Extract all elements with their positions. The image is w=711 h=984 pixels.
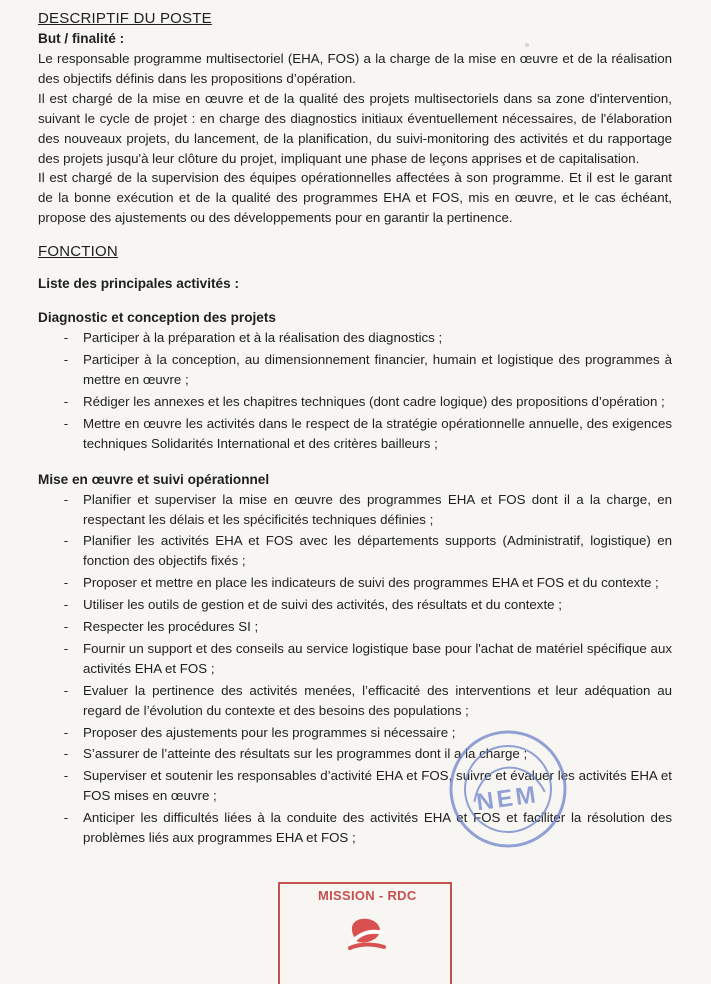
bullet-dash: -: [63, 619, 69, 635]
bullet-dash: -: [63, 768, 69, 784]
activity-item: [38, 490, 672, 530]
activity-text: Evaluer la pertinence des activités menées, l’efficacité des interventions et leur adéquation au regard de l’évolution du contexte et des besoins des populations ;: [83, 682, 672, 718]
purpose-paragraph-1: Le responsable programme multisectoriel (EHA, FOS) a la charge de la mise en œuvre et de la réalisation des objectifs définis dans les propositions d’opération.: [38, 51, 672, 86]
spacer: [38, 294, 672, 308]
activity-item: [38, 723, 672, 743]
function-title: FONCTION: [38, 243, 118, 261]
activity-item: [38, 531, 672, 571]
bullet-dash: -: [63, 393, 69, 409]
bullet-dash: -: [63, 533, 69, 549]
bullet-dash: -: [63, 491, 69, 507]
diagnostic-section-title: Diagnostic et conception des projets: [38, 310, 276, 326]
activity-item: [38, 744, 672, 764]
activity-text: Anticiper les difficultés liées à la conduite des activités EHA et FOS et faciliter la résolution des problèmes liés aux programmes EHA et FOS ;: [83, 810, 672, 846]
mission-stamp-label: MISSION - RDC: [318, 888, 417, 903]
activity-text: Planifier les activités EHA et FOS avec les départements supports (Administratif, logistique) en fonction des objectifs fixés ;: [83, 533, 672, 569]
diagnostic-activity-list: [38, 328, 672, 453]
activity-text: Utiliser les outils de gestion et de suivi des activités, des résultats et du contexte ;: [83, 597, 562, 613]
purpose-paragraph-3: Il est chargé de la supervision des équipes opérationnelles affectées à son programme. Et il est le garant de la bonne exécution et de la qualité des programmes EHA et FOS, mis en œuvre, et le cas échéant, propose des ajustements ou des développements pour en garantir la pertinence.: [38, 170, 672, 226]
activity-text: Fournir un support et des conseils au service logistique base pour l'achat de matériel spécifique aux activités EHA et FOS ;: [83, 640, 672, 676]
bullet-dash: -: [63, 746, 69, 762]
activity-item: [38, 808, 672, 848]
activity-item: [38, 617, 672, 637]
job-description: [38, 9, 672, 850]
implementation-section-title: Mise en œuvre et suivi opérationnel: [38, 471, 270, 487]
activity-item: [38, 573, 672, 593]
spacer: [38, 456, 672, 470]
activity-text: Participer à la conception, au dimensionnement financier, humain et logistique des programmes à mettre en œuvre ;: [83, 352, 672, 387]
activity-text: Superviser et soutenir les responsables d’activité EHA et FOS, suivre et évaluer les activités EHA et FOS mises en œuvre ;: [83, 768, 672, 804]
activity-item: [38, 766, 672, 806]
spacer: [38, 262, 672, 274]
bullet-dash: -: [63, 597, 69, 613]
activity-text: Proposer et mettre en place les indicateurs de suivi des programmes EHA et FOS et du contexte ;: [83, 575, 659, 591]
bullet-dash: -: [63, 724, 69, 740]
activity-item: [38, 328, 672, 348]
activity-text: Respecter les procédures SI ;: [83, 619, 259, 635]
purpose-label: But / finalité :: [38, 31, 125, 46]
activity-text: Participer à la préparation et à la réalisation des diagnostics ;: [83, 330, 443, 346]
stamp-logo-icon: [336, 915, 392, 955]
activities-intro: Liste des principales activités :: [38, 276, 239, 292]
bullet-dash: -: [63, 415, 69, 431]
implementation-activity-list: [38, 490, 672, 848]
activity-item: [38, 639, 672, 679]
bullet-dash: -: [63, 352, 69, 368]
activity-item: [38, 595, 672, 615]
bullet-dash: -: [63, 810, 69, 826]
bullet-dash: -: [63, 575, 69, 591]
activity-item: [38, 350, 672, 390]
purpose-paragraph-2: Il est chargé de la mise en œuvre et de la qualité des projets multisectoriels dans sa zone d'intervention, suivant le cycle de projet : en charge des diagnostics initiaux éventuellement nécessaires, de l'élaboration des nouveaux projets, du lancement, de la planification, du suivi-monitoring des activités et du rapportage des projets jusqu'à leur clôture du projet, impliquant une phase de leçons apprises et de capitalisation.: [38, 90, 672, 166]
activity-text: Proposer des ajustements pour les programmes si nécessaire ;: [83, 724, 456, 740]
bullet-dash: -: [63, 640, 69, 656]
activity-item: [38, 392, 672, 412]
spacer: [38, 228, 672, 242]
bullet-dash: -: [63, 330, 69, 346]
bullet-dash: -: [63, 682, 69, 698]
activity-item: [38, 681, 672, 721]
round-stamp-text: NEM: [474, 780, 541, 817]
activity-item: [38, 414, 672, 454]
job-description-title: DESCRIPTIF DU POSTE: [38, 10, 212, 27]
activity-text: Mettre en œuvre les activités dans le respect de la stratégie opérationnelle annuelle, des exigences techniques Solidarités International et des critères bailleurs ;: [83, 415, 672, 451]
activity-text: Rédiger les annexes et les chapitres techniques (dont cadre logique) des propositions d’opération ;: [83, 393, 665, 409]
activity-text: Planifier et superviser la mise en œuvre des programmes EHA et FOS dont il a la charge, en respectant les délais et les spécificités techniques définies ;: [83, 491, 672, 527]
activity-text: S’assurer de l’atteinte des résultats sur les programmes dont il a la charge ;: [83, 746, 528, 762]
